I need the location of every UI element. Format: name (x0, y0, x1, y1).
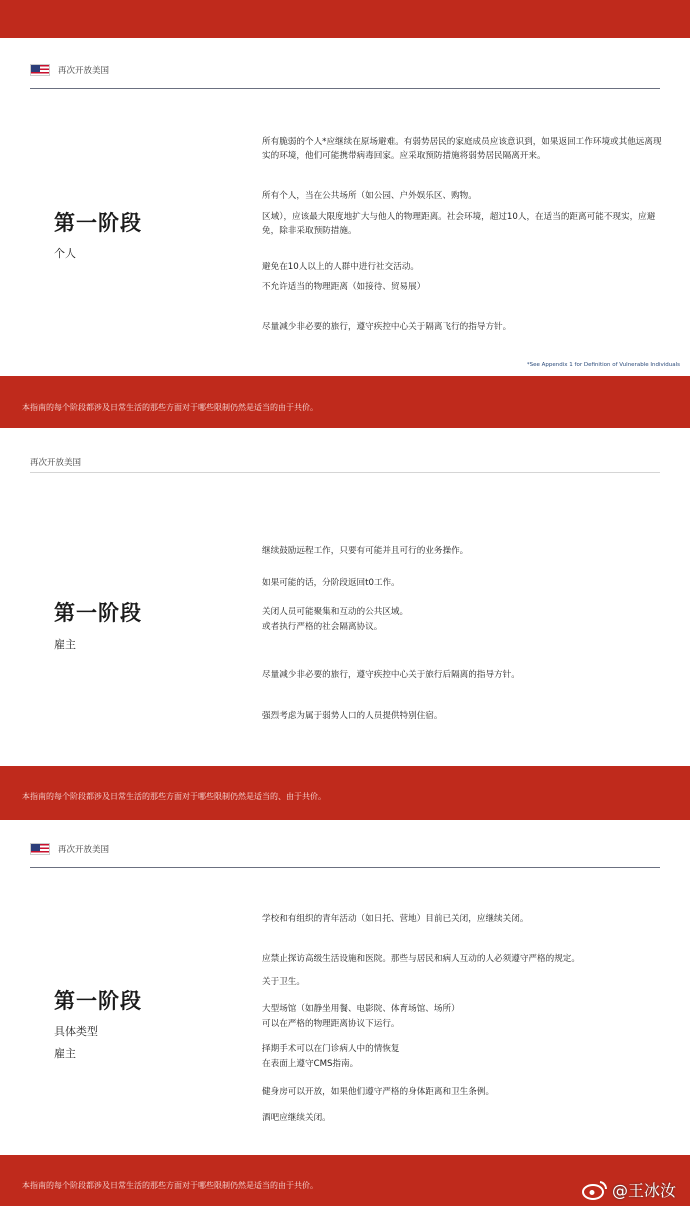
section3-p7: 在表面上遵守CMS指南。 (262, 1059, 359, 1069)
section2-subtitle: 雇主 (54, 638, 76, 651)
section3-footer-text: 本指南的每个阶段都涉及日常生活的那些方面对于哪些限制仍然是适当的由于共价。 (22, 1181, 318, 1190)
section2-p2: 如果可能的话，分阶段返回t0工作。 (262, 578, 400, 588)
section2-divider (30, 472, 660, 473)
section2-phase-title: 第一阶段 (54, 601, 142, 625)
weibo-watermark (582, 1178, 676, 1201)
section2-footer-text: 本指南的每个阶段都涉及日常生活的那些方面对于哪些限制仍然是适当的、由于共价。 (22, 792, 326, 801)
section1-footer-band (0, 376, 690, 428)
section3-header (30, 843, 109, 855)
section2-p1: 继续鼓励远程工作，只要有可能并且可行的业务操作。 (262, 546, 469, 556)
section3-p6: 择期手术可以在门诊病人中的情恢复 (262, 1044, 400, 1054)
section3-p5: 可以在严格的物理距离协议下运行。 (262, 1019, 400, 1029)
section3-header-title: 再次开放美国 (58, 845, 110, 855)
section1-p3: 区域），应该最大限度地扩大与他人的物理距离。社会环境，超过10人，在适当的距离可能不现实，应避免，除非采取预防措施。 (262, 212, 656, 236)
weibo-logo-icon (582, 1180, 608, 1200)
section1-p5: 不允许适当的物理距离（如接待、贸易展） (262, 282, 426, 292)
section1-header-title: 再次开放美国 (58, 66, 110, 76)
section3-subtitle-type: 具体类型 (54, 1025, 98, 1038)
section3-subtitle-employer: 雇主 (54, 1047, 76, 1060)
section3-p3: 关于卫生。 (262, 977, 305, 987)
section2-p5: 尽量减少非必要的旅行，遵守疾控中心关于旅行后隔离的指导方针。 (262, 670, 520, 680)
top-red-band (0, 0, 690, 38)
section1-footnote: *See Appendix 1 for Definition of Vulnerable Individuals (526, 362, 680, 368)
section1-p6: 尽量减少非必要的旅行，遵守疾控中心关于隔离飞行的指导方针。 (262, 322, 512, 332)
section1-p1: 所有脆弱的个人*应继续在原场避难。有弱势居民的家庭成员应该意识到，如果返回工作环境或其他远离现实的环境，他们可能携带病毒回家。应采取预防措施将弱势居民隔离开来。 (262, 137, 662, 161)
us-flag-icon (30, 843, 50, 855)
section3-divider (30, 867, 660, 868)
section1-subtitle: 个人 (54, 247, 76, 260)
section3-phase-title: 第一阶段 (54, 989, 142, 1013)
section3-p1: 学校和有组织的青年活动（如日托、营地）目前已关闭，应继续关闭。 (262, 914, 529, 924)
section2-header (30, 456, 81, 468)
us-flag-icon (30, 64, 50, 76)
section1-divider (30, 88, 660, 89)
section3-p9: 酒吧应继续关闭。 (262, 1113, 331, 1123)
section2-header-title: 再次开放美国 (30, 458, 82, 468)
section2-p3: 关闭人员可能聚集和互动的公共区域。 (262, 607, 409, 617)
section3-p2: 应禁止探访高级生活设施和医院。那些与居民和病人互动的人必须遵守严格的规定。 (262, 954, 580, 964)
section1-p4: 避免在10人以上的人群中进行社交活动。 (262, 262, 420, 272)
section2-p6: 强烈考虑为属于弱势人口的人员提供特别住宿。 (262, 711, 443, 721)
section2-footer-band (0, 766, 690, 820)
section1-phase-title: 第一阶段 (54, 211, 142, 235)
section3-p4: 大型场馆（如静坐用餐、电影院、体育场馆、场所） (262, 1004, 460, 1014)
section1-header (30, 64, 109, 76)
section2-p4: 或者执行严格的社会隔离协议。 (262, 622, 383, 632)
section3-p8: 健身房可以开放，如果他们遵守严格的身体距离和卫生条例。 (262, 1087, 495, 1097)
watermark-text: @王冰汝 (612, 1181, 677, 1200)
section1-footer-text: 本指南的每个阶段都涉及日常生活的那些方面对于哪些限制仍然是适当的由于共价。 (22, 403, 318, 412)
section1-p2: 所有个人，当在公共场所（如公园、户外娱乐区、购物。 (262, 191, 477, 201)
